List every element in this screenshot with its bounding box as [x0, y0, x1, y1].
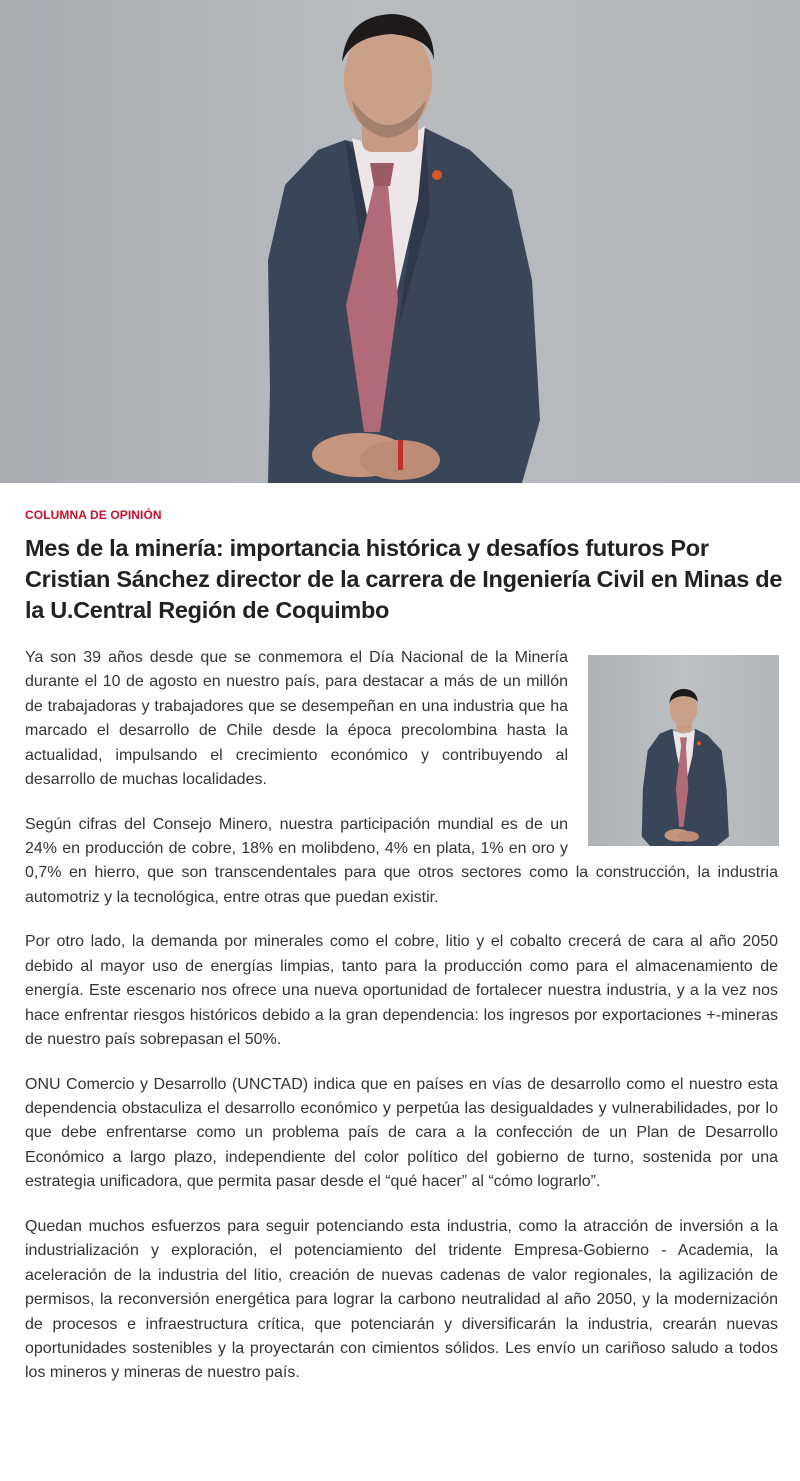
- article-paragraph: Quedan muchos esfuerzos para seguir potenciando esta industria, como la atracción de inversión a la industrialización y exploración, el potenciamiento del tridente Empresa-Gobierno - Academia, la aceleración de la industria del litio, creación de nuevas cadenas de valor regionales, la agilización de permisos, la reconversión energética para lograr la carbono neutralidad al año 2050, y la modernización de procesos e infraestructura crítica, que potenciarán y diversificarán la industria, crearán nuevas oportunidades sostenibles y la proyectarán con cimientos sólidos. Les envío un cariñoso saludo a todos los mineros y mineras de nuestro país.: [25, 1217, 778, 1382]
- article-category[interactable]: COLUMNA DE OPINIÓN: [25, 508, 162, 522]
- article-title: Mes de la minería: importancia histórica y desafíos futuros Por Cristian Sánchez director de la carrera de Ingeniería Civil en Minas de la U.Central Región de Coquimbo: [25, 535, 783, 623]
- inline-portrait-photo[interactable]: [588, 655, 779, 846]
- article-paragraph: ONU Comercio y Desarrollo (UNCTAD) indica que en países en vías de desarrollo como el nuestro esta dependencia obstaculiza el desarrollo económico y perpetúa las desigualdades y vulnerabilidades, por lo que debe enfrentarse como un problema país de cara a la confección de un Plan de Desarrollo Económico a largo plazo, independiente del color político del gobierno de turno, sostenida por una estrategia unificadora, que permita pasar desde el “qué hacer” al “cómo lograrlo”.: [25, 1075, 778, 1191]
- article: [0, 508, 800, 1386]
- inline-portrait-figure: [588, 655, 779, 846]
- hero-photo: [0, 0, 800, 483]
- portrait-figure: [0, 0, 800, 483]
- article-paragraph: Según cifras del Consejo Minero, nuestra participación mundial es de un 24% en producción de cobre, 18% en molibdeno, 4% en plata, 1% en oro y 0,7% en hierro, que son transcendentales para que otros sectores como la construcción, la industria automotriz y la tecnológica, entre otras que puedan existir.: [25, 815, 778, 906]
- article-paragraph: Ya son 39 años desde que se conmemora el Día Nacional de la Minería durante el 10 de agosto en nuestro país, para destacar a más de un millón de trabajadoras y trabajadores que se desempeñan en una industria que ha marcado el desarrollo de Chile desde la época precolombina hasta la actualidad, impulsando el crecimiento económico y contribuyendo al desarrollo de muchas localidades.: [25, 649, 568, 789]
- article-paragraph: Por otro lado, la demanda por minerales como el cobre, litio y el cobalto crecerá de cara al año 2050 debido al mayor uso de energías limpias, tanto para la producción como para el almacenamiento de energía. Este escenario nos ofrece una nueva oportunidad de fortalecer nuestra industria, y a la vez nos hace enfrentar riesgos históricos debido a la gran dependencia: los ingresos por exportaciones +-mineras de nuestro país sobrepasan el 50%.: [25, 933, 778, 1049]
- article-body: [25, 646, 778, 1386]
